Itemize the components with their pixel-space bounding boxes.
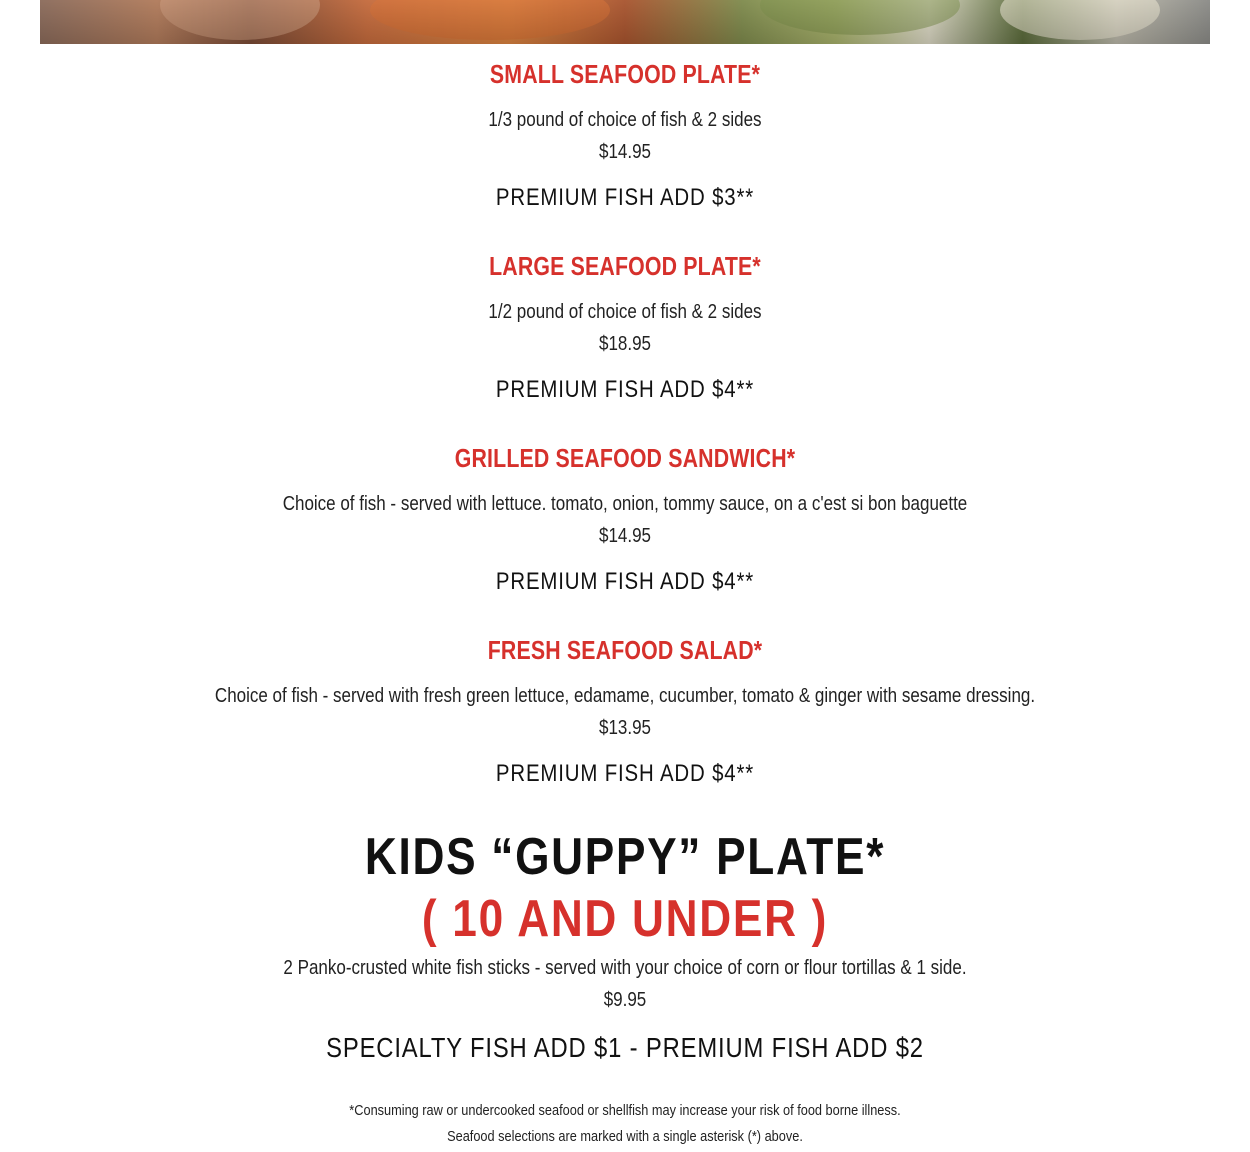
menu-item-title: SMALL SEAFOOD PLATE* bbox=[489, 59, 761, 89]
menu-item-premium-addon: PREMIUM FISH ADD $3** bbox=[495, 184, 755, 211]
menu-item-price: $13.95 bbox=[598, 717, 651, 739]
menu-item-fresh-seafood-salad bbox=[0, 620, 1250, 804]
disclaimer-line: *Consuming raw or undercooked seafood or shellfish may increase your risk of food borne illness. bbox=[349, 1102, 901, 1119]
menu-item-title: GRILLED SEAFOOD SANDWICH* bbox=[454, 443, 796, 473]
kids-plate-age-note: ( 10 AND UNDER ) bbox=[421, 890, 829, 948]
menu-item-description: Choice of fish - served with lettuce. tomato, onion, tommy sauce, on a c'est si bon baguette bbox=[282, 493, 968, 515]
menu-item-premium-addon: PREMIUM FISH ADD $4** bbox=[495, 568, 755, 595]
menu-item-premium-addon: PREMIUM FISH ADD $4** bbox=[495, 376, 755, 403]
menu-section bbox=[0, 44, 1250, 1150]
kids-plate-price: $9.95 bbox=[603, 989, 647, 1011]
menu-item-description: 1/2 pound of choice of fish & 2 sides bbox=[488, 301, 762, 323]
menu-item-large-seafood-plate bbox=[0, 236, 1250, 420]
kids-plate-addon: SPECIALTY FISH ADD $1 - PREMIUM FISH ADD $2 bbox=[326, 1032, 924, 1063]
disclaimer-line: Seafood selections are marked with a single asterisk (*) above. bbox=[447, 1128, 803, 1145]
kids-plate-description: 2 Panko-crusted white fish sticks - served with your choice of corn or flour tortillas & 1 side. bbox=[283, 957, 967, 979]
menu-item-grilled-seafood-sandwich bbox=[0, 428, 1250, 612]
menu-item-description: Choice of fish - served with fresh green lettuce, edamame, cucumber, tomato & ginger with sesame dressing. bbox=[214, 685, 1036, 707]
kids-plate-title: KIDS “GUPPY” PLATE* bbox=[364, 828, 886, 886]
disclaimer bbox=[0, 1098, 1250, 1150]
menu-item-price: $14.95 bbox=[598, 525, 651, 547]
menu-item-kids-guppy-plate bbox=[0, 826, 1250, 1080]
menu-item-title: FRESH SEAFOOD SALAD* bbox=[487, 635, 763, 665]
menu-item-price: $18.95 bbox=[598, 333, 651, 355]
hero-food-image bbox=[40, 0, 1210, 44]
menu-item-premium-addon: PREMIUM FISH ADD $4** bbox=[495, 760, 755, 787]
menu-item-price: $14.95 bbox=[598, 141, 651, 163]
menu-item-small-seafood-plate bbox=[0, 44, 1250, 228]
menu-item-title: LARGE SEAFOOD PLATE* bbox=[489, 251, 761, 281]
menu-item-description: 1/3 pound of choice of fish & 2 sides bbox=[488, 109, 762, 131]
